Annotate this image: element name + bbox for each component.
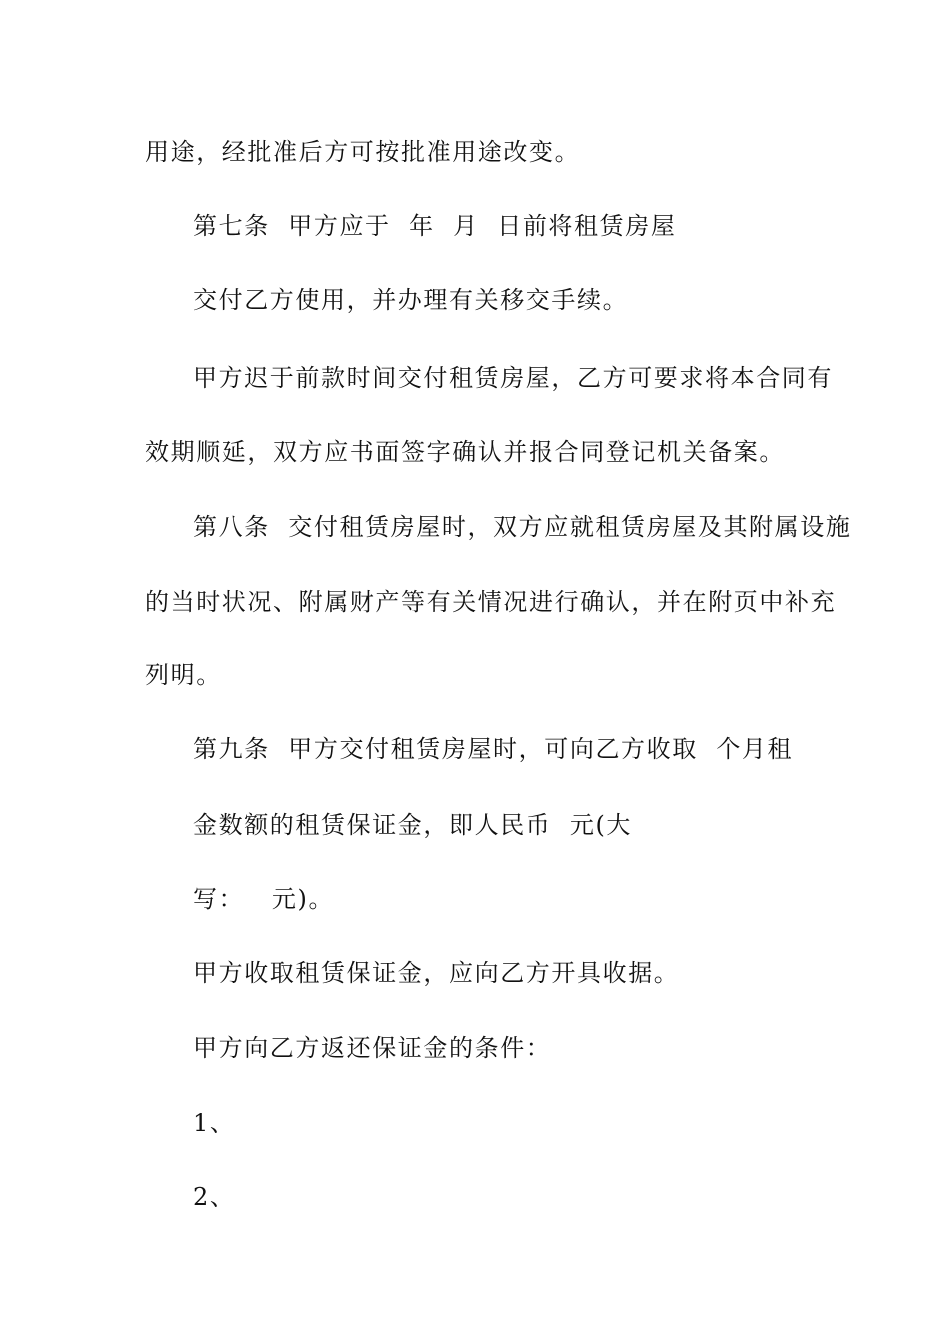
paragraph-line: 的当时状况、附属财产等有关情况进行确认，并在附页中补充 — [145, 588, 837, 616]
paragraph-line: 用途，经批准后方可按批准用途改变。 — [145, 138, 581, 166]
paragraph-line: 甲方向乙方返还保证金的条件： — [193, 1034, 552, 1062]
article-8-heading-line: 第八条 交付租赁房屋时，双方应就租赁房屋及其附属设施 — [193, 513, 852, 541]
paragraph-line: 写： 元)。 — [193, 885, 335, 913]
article-9-heading-line: 第九条 甲方交付租赁房屋时，可向乙方收取 个月租 — [193, 735, 794, 763]
paragraph-line: 金数额的租赁保证金，即人民币 元(大 — [193, 811, 633, 839]
paragraph-line: 效期顺延，双方应书面签字确认并报合同登记机关备案。 — [145, 438, 785, 466]
paragraph-line: 列明。 — [145, 661, 222, 689]
paragraph-line: 甲方迟于前款时间交付租赁房屋，乙方可要求将本合同有 — [193, 364, 833, 392]
paragraph-line: 交付乙方使用，并办理有关移交手续。 — [193, 286, 629, 314]
list-item-2: 2、 — [193, 1183, 236, 1211]
list-item-1: 1、 — [193, 1109, 236, 1137]
paragraph-line: 甲方收取租赁保证金，应向乙方开具收据。 — [193, 959, 680, 987]
article-7-heading-line: 第七条 甲方应于 年 月 日前将租赁房屋 — [193, 212, 677, 240]
